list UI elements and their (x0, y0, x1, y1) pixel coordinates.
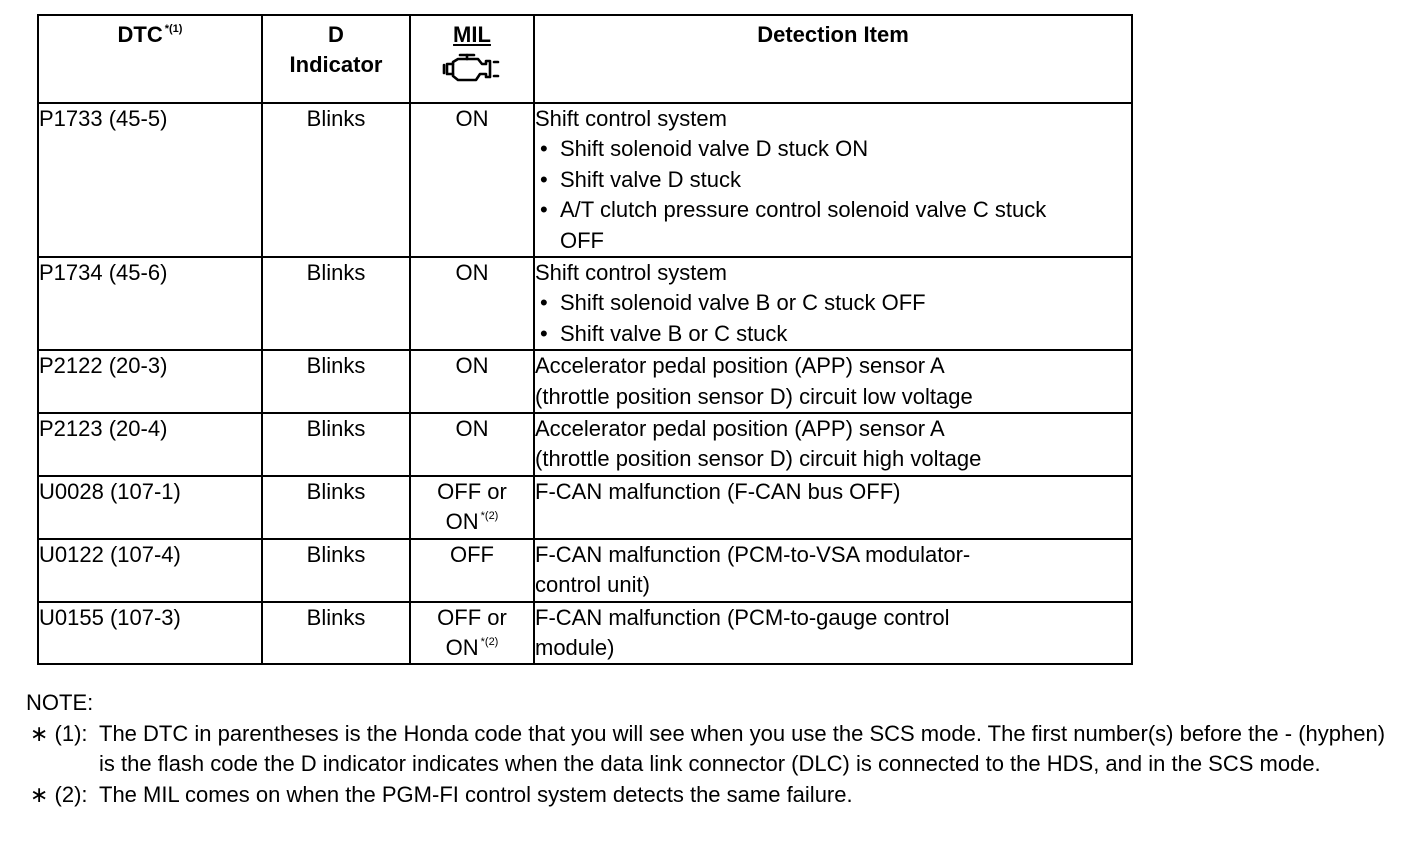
detection-title: Shift control system (535, 106, 727, 131)
table-row (38, 350, 1132, 413)
header-d-indicator-line2: Indicator (289, 52, 383, 77)
detection-bullet: • Shift solenoid valve D stuck ON (535, 134, 1131, 164)
detection-item-cell (534, 413, 1132, 476)
d-indicator-cell: Blinks (262, 539, 410, 602)
note-marker: ∗ (2): (30, 781, 88, 807)
detection-item-cell (534, 476, 1132, 539)
header-mil (410, 15, 534, 103)
mil-cell: OFF (410, 539, 534, 602)
detection-item-cell (534, 602, 1132, 665)
table-row (38, 602, 1132, 665)
detection-bullet: • Shift valve D stuck (535, 165, 1131, 195)
mil-line: ON (445, 634, 479, 660)
detection-line: F-CAN malfunction (PCM-to-gauge control (535, 604, 950, 630)
dtc-code-cell: P2123 (20-4) (38, 413, 262, 476)
detection-title: Shift control system (535, 260, 727, 286)
detection-line: control unit) (535, 572, 650, 598)
detection-item-cell (534, 539, 1132, 602)
d-indicator-cell: Blinks (262, 413, 410, 476)
header-dtc (38, 15, 262, 103)
detection-bullet: • Shift solenoid valve B or C stuck OFF (535, 288, 1131, 318)
header-dtc-footnote-ref: *(1) (164, 23, 183, 35)
note-item (26, 719, 1396, 780)
dtc-code-cell: U0122 (107-4) (38, 539, 262, 602)
note-marker: ∗ (1): (30, 720, 88, 746)
table-header-row (38, 15, 1132, 103)
table-row (38, 539, 1132, 602)
detection-bullet-list (535, 134, 1131, 256)
mil-cell: ON (410, 413, 534, 476)
dtc-code-cell: P1734 (45-6) (38, 257, 262, 350)
mil-line: ON (445, 509, 479, 535)
note-text: The DTC in parentheses is the Honda code that you will see when you use the SCS mode. The first number(s) before the - (hyphen) is the flash code the D indicator indicates when the data link connector (DLC) is connected to the HDS, and in the SCS mode. (99, 720, 1386, 776)
dtc-code-cell: U0028 (107-1) (38, 476, 262, 539)
note-text: The MIL comes on when the PGM-FI control system detects the same failure. (99, 781, 853, 807)
detection-line: Accelerator pedal position (APP) sensor A (535, 416, 945, 442)
detection-line: F-CAN malfunction (PCM-to-VSA modulator- (535, 541, 971, 567)
engine-icon (440, 50, 504, 86)
detection-item-cell (534, 350, 1132, 413)
detection-bullet: • Shift valve B or C stuck (535, 319, 1131, 349)
dtc-code-cell: U0155 (107-3) (38, 602, 262, 665)
header-dtc-label: DTC (117, 22, 163, 47)
detection-bullet: • A/T clutch pressure control solenoid valve C stuck OFF (535, 195, 1131, 256)
detection-item-cell (534, 257, 1132, 350)
mil-footnote-ref: *(2) (480, 635, 499, 648)
mil-line-with-ref (411, 633, 533, 663)
d-indicator-cell: Blinks (262, 350, 410, 413)
detection-line: module) (535, 634, 615, 660)
d-indicator-cell: Blinks (262, 103, 410, 257)
mil-line-with-ref (411, 507, 533, 537)
mil-footnote-ref: *(2) (480, 510, 499, 523)
header-mil-label: MIL (453, 22, 491, 47)
detection-line: Accelerator pedal position (APP) sensor A (535, 353, 945, 379)
dtc-table (37, 14, 1133, 665)
d-indicator-cell: Blinks (262, 476, 410, 539)
mil-cell: ON (410, 103, 534, 257)
note-item (26, 780, 1396, 811)
table-row (38, 476, 1132, 539)
detection-line: (throttle position sensor D) circuit low voltage (535, 383, 973, 409)
header-d-indicator-line1: D (328, 22, 344, 47)
d-indicator-cell: Blinks (262, 602, 410, 665)
table-row (38, 413, 1132, 476)
table-row (38, 257, 1132, 350)
mil-cell (410, 476, 534, 539)
notes-title: NOTE: (26, 690, 94, 715)
mil-cell: ON (410, 257, 534, 350)
header-detection-item (534, 15, 1132, 103)
header-detection-label: Detection Item (757, 22, 909, 47)
table-row (38, 103, 1132, 257)
mil-cell: ON (410, 350, 534, 413)
mil-line: OFF or (437, 604, 507, 630)
detection-line: (throttle position sensor D) circuit high voltage (535, 446, 982, 472)
notes-section (26, 688, 1396, 810)
mil-cell (410, 602, 534, 665)
d-indicator-cell: Blinks (262, 257, 410, 350)
header-d-indicator (262, 15, 410, 103)
detection-bullet-list (535, 288, 1131, 349)
dtc-code-cell: P1733 (45-5) (38, 103, 262, 257)
mil-line: OFF or (437, 478, 507, 504)
detection-line: F-CAN malfunction (F-CAN bus OFF) (535, 478, 901, 504)
dtc-code-cell: P2122 (20-3) (38, 350, 262, 413)
detection-item-cell (534, 103, 1132, 257)
